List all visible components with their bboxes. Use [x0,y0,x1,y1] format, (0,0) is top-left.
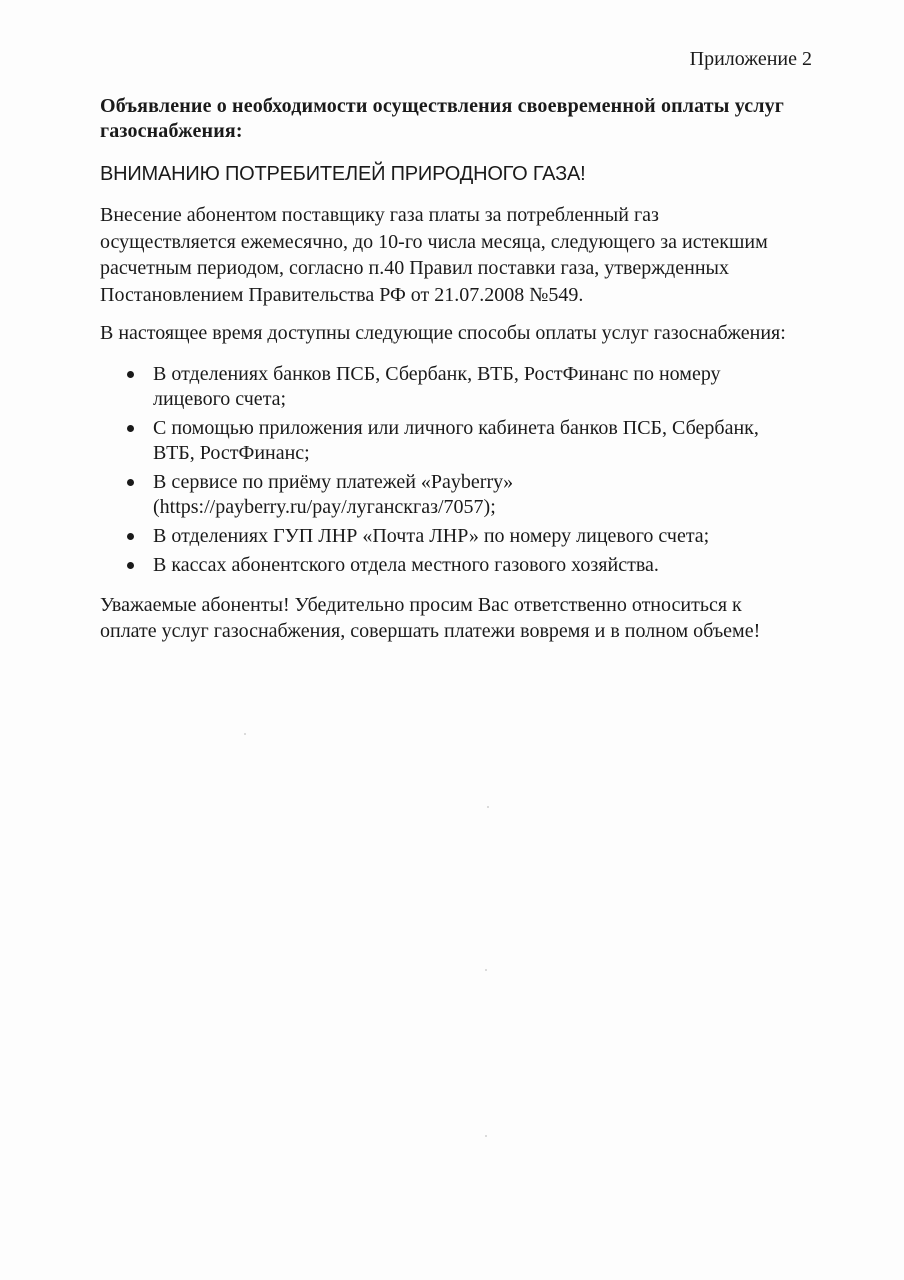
announcement-heading [100,94,840,144]
scan-speck [485,1135,487,1137]
scan-speck [244,733,246,735]
payment-methods-intro: В настоящее время доступны следующие способы оплаты услуг газоснабжения: [100,322,786,344]
heading-line-1: Объявление о необходимости осуществления своевременной оплаты услуг [100,95,785,117]
list-item-line: В отделениях банков ПСБ, Сбербанк, ВТБ, РостФинанс по номеру [153,363,721,385]
list-item-line: В отделениях ГУП ЛНР «Почта ЛНР» по номеру лицевого счета; [153,525,710,547]
list-item [125,524,825,549]
list-item [125,553,825,578]
list-item [125,362,825,412]
bullet-icon [127,533,134,540]
list-item [125,470,825,520]
paragraph-line: осуществляется ежемесячно, до 10-го числа месяца, следующего за истекшим [100,230,768,253]
list-item-line: ВТБ, РостФинанс; [153,442,310,464]
paragraph-line: Внесение абонентом поставщику газа платы за потребленный газ [100,204,659,226]
scan-speck [485,969,487,971]
list-item [125,416,825,466]
list-item-line: В кассах абонентского отдела местного газового хозяйства. [153,554,659,576]
list-item-line: лицевого счета; [153,388,287,410]
bullet-icon [127,371,134,378]
list-item-line: В сервисе по приёму платежей «Payberry» [153,471,514,493]
paragraph-line: Уважаемые абоненты! Убедительно просим Вас ответственно относиться к [100,594,742,616]
list-item-line: (https://payberry.ru/pay/луганскгаз/7057); [153,496,496,518]
bullet-icon [127,479,134,486]
appendix-label: Приложение 2 [689,48,812,70]
payment-methods-list [125,362,825,582]
payment-deadline-paragraph [100,202,840,308]
attention-title: ВНИМАНИЮ ПОТРЕБИТЕЛЕЙ ПРИРОДНОГО ГАЗА! [100,163,586,185]
bullet-icon [127,562,134,569]
list-item-line: С помощью приложения или личного кабинета банков ПСБ, Сбербанк, [153,417,759,439]
heading-line-2: газоснабжения: [100,120,243,142]
closing-appeal-paragraph [100,592,840,644]
paragraph-line: Постановлением Правительства РФ от 21.07.2008 №549. [100,283,584,306]
paragraph-line: оплате услуг газоснабжения, совершать платежи вовремя и в полном объеме! [100,620,761,642]
paragraph-line: расчетным периодом, согласно п.40 Правил поставки газа, утвержденных [100,257,729,279]
scan-speck [487,806,489,808]
bullet-icon [127,425,134,432]
